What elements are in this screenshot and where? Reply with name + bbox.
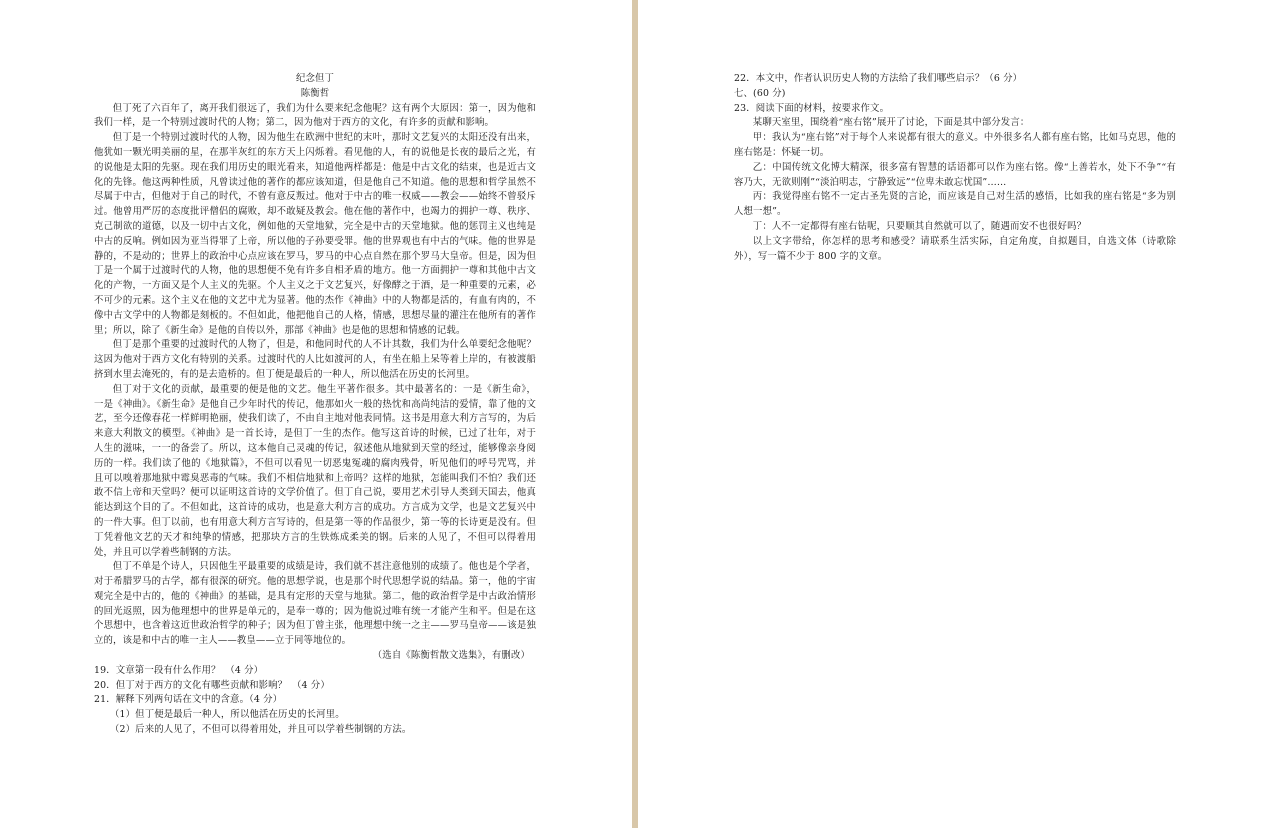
material-paragraph: 丙：我觉得座右铭不一定古圣先贤的言论，而应该是自己对生活的感悟，比如我的座右铭是“多为别人想一想”。 xyxy=(734,191,1176,218)
material-paragraph: 某聊天室里，围绕着“座右铭”展开了讨论，下面是其中部分发言： xyxy=(752,117,1030,129)
article-title: 纪念但丁 xyxy=(295,73,335,84)
article-paragraph: 但丁是一个特别过渡时代的人物，因为他生在欧洲中世纪的末叶，那时文艺复兴的太阳还没有出来，他犹如一颗光明美丽的星，在那半灰红的东方天上闪烁着。看见他的人，有的说他是长夜的最后之光，有的说他是太阳的先驱。现在我们用历史的眼光看来，知道他两样都是：他是中古文化的结束，也是近古文化的先锋。他这两种性质，凡曾读过他的著作的都应该知道，但是他自己不知道。他的思想和哲学虽然不尽属于中古，但他对于自己的时代，不曾有意反叛过。他对于中古的唯一权威——教会——始终不曾驳斥过。他曾用严厉的态度批评僧侣的腐败，却不敢疑及教会。他在他的著作中，也竭力的拥护一尊、秩序、克己制欲的道德，以及一切中古文化，例如他的天堂地狱，完全是中古的天堂地狱。他的惩罚主义也纯是中古的反响。例如因为亚当得罪了上帝，所以他的子孙要受罪。他的世界观也有中古的气味。他的世界是静的，不是动的；世界上的政治中心点应该在罗马，罗马的中心点自然在那个罗马大皇帝。但是，因为但丁是一个属于过渡时代的人物，他的思想便不免有许多自相矛盾的地方。他一方面拥护一尊和其他中古文化的产物，一方面又是个人主义的先驱。个人主义之于文艺复兴，好像酵之于酒，是一种重要的元素，必不可少的元素。这个主义在他的文艺中尤为显著。他的杰作《神曲》中的人物都是活的，有血有肉的，不像中古文学中的人物都是刻板的。不但如此，他把他自己的人格，情感，思想尽量的灌注在他所有的著作里；所以，除了《新生命》是他的自传以外，那部《神曲》也是他的思想和情感的记载。 xyxy=(94,132,536,336)
question-20: 20．但丁对于西方的文化有哪些贡献和影响？ （4 分） xyxy=(94,679,330,691)
question-21-item-1: （1）但丁便是最后一种人，所以他活在历史的长河里。 xyxy=(110,709,345,721)
section-seven-heading: 七、(60 分) xyxy=(734,87,786,99)
material-paragraph: 乙：中国传统文化博大精深，很多富有智慧的话语都可以作为座右铭。像“上善若水，处下不争”“有容乃大，无欲则刚”“淡泊明志，宁静致远”“位卑未敢忘忧国”…… xyxy=(734,161,1176,188)
material-paragraph: 甲：我认为“座右铭”对于每个人来说都有很大的意义。中外很多名人都有座右铭，比如马克思，他的座右铭是：怀疑一切。 xyxy=(734,132,1176,158)
question-22: 22．本文中，作者认识历史人物的方法给了我们哪些启示？（6 分） xyxy=(734,73,1023,84)
left-page xyxy=(0,0,632,828)
article-source: （选自《陈衡哲散文选集》，有删改） xyxy=(372,650,530,662)
question-21: 21．解释下列两句话在文中的含意。（4 分） xyxy=(94,694,283,706)
question-19: 19．文章第一段有什么作用？ （4 分） xyxy=(94,664,264,676)
material-paragraph: 丁：人不一定都得有座右钻呢，只要顺其自然就可以了，随遇而安不也很好吗？ xyxy=(752,220,1087,232)
question-21-item-2: （2）后来的人见了，不但可以得着用处，并且可以学着些制钢的方法。 xyxy=(110,724,412,736)
article-paragraph: 但丁是那个重要的过渡时代的人物了，但是，和他同时代的人不计其数，我们为什么单要纪念他呢？这因为他对于西方文化有特别的关系。过渡时代的人比如渡河的人，有坐在船上呆等着上岸的，有被渡船挤到水里去淹死的，有的是去造桥的。但丁便是最后的一种人，所以他活在历史的长河里。 xyxy=(94,339,536,380)
article-paragraph: 但丁对于文化的贡献，最重要的便是他的文艺。他生平著作很多。其中最著名的：一是《新生命》，一是《神曲》。《新生命》是他自己少年时代的传记，他那如火一般的热忱和高尚纯洁的爱情，靠了他的文艺，至今还像春花一样鲜明艳丽，使我们读了，不由自主地对他表同情。这书是用意大利方言写的，为后来意大利散文的模型。《神曲》是一首长诗，是但丁一生的杰作。他写这首诗的时候，已过了壮年，对于人生的滋味，一一的备尝了。所以，这本他自己灵魂的传记，叙述他从地狱到天堂的经过，能够像亲身阅历的一样。我们读了他的《地狱篇》，不但可以看见一切恶鬼冤魂的腐肉残骨，听见他们的呼号咒骂，并且可以嗅着那地狱中霉臭恶毒的气味。我们不相信地狱和上帝吗？这样的地狱，怎能叫我们不怕？我们还敢不信上帝和天堂吗？便可以证明这首诗的文学价值了。但丁自己说，要用艺术引导人类到天国去，他真能达到这个目的了。不但如此，这首诗的成功，也是意大利方言的成功。方言成为文学，也是文艺复兴中的一件大事。但丁以前，也有用意大利方言写诗的，但是第一等的作品很少，第一等的长诗更是没有。但丁凭着他文艺的天才和纯挚的情感，把那块方言的生铁炼成柔美的钢。后来的人见了，不但可以得着用处，并且可以学着些制钢的方法。 xyxy=(94,383,536,558)
question-23: 23．阅读下面的材料，按要求作文。 xyxy=(734,102,890,114)
right-column xyxy=(734,72,1176,264)
writing-requirement: 以上文字带给，你怎样的思考和感受？请联系生活实际，自定角度，自拟题目，自选文体（诗歌除外），写一篇不少于 800 字的文章。 xyxy=(734,235,1176,262)
article-paragraph: 但丁不单是个诗人，只因他生平最重要的成绩是诗，我们就不甚注意他别的成绩了。他也是个学者，对于希腊罗马的古学，都有很深的研究。他的思想学说，也是那个时代思想学说的结晶。第一，他的宇宙观完全是中古的，他的《神曲》的基础，是具有定形的天堂与地狱。第二，他的政治哲学是中古政治情形的回光返照，因为他理想中的世界是单元的，是奉一尊的；因为他说过唯有统一才能产生和平。但是在这个思想中，也含着这近世政治哲学的种子；因为但丁曾主张，他理想中统一之主——罗马皇帝——该是独立的，该是和中古的唯一主人——教皇——立于同等地位的。 xyxy=(94,561,536,647)
left-column xyxy=(94,72,536,738)
article-paragraph: 但丁死了六百年了，离开我们很远了，我们为什么要来纪念他呢？这有两个大原因：第一，因为他和我们一样，是一个特别过渡时代的人物；第二，因为他对于西方的文化，有许多的贡献和影响。 xyxy=(94,102,536,129)
article-author: 陈衡哲 xyxy=(300,87,330,99)
right-page xyxy=(638,0,1270,828)
